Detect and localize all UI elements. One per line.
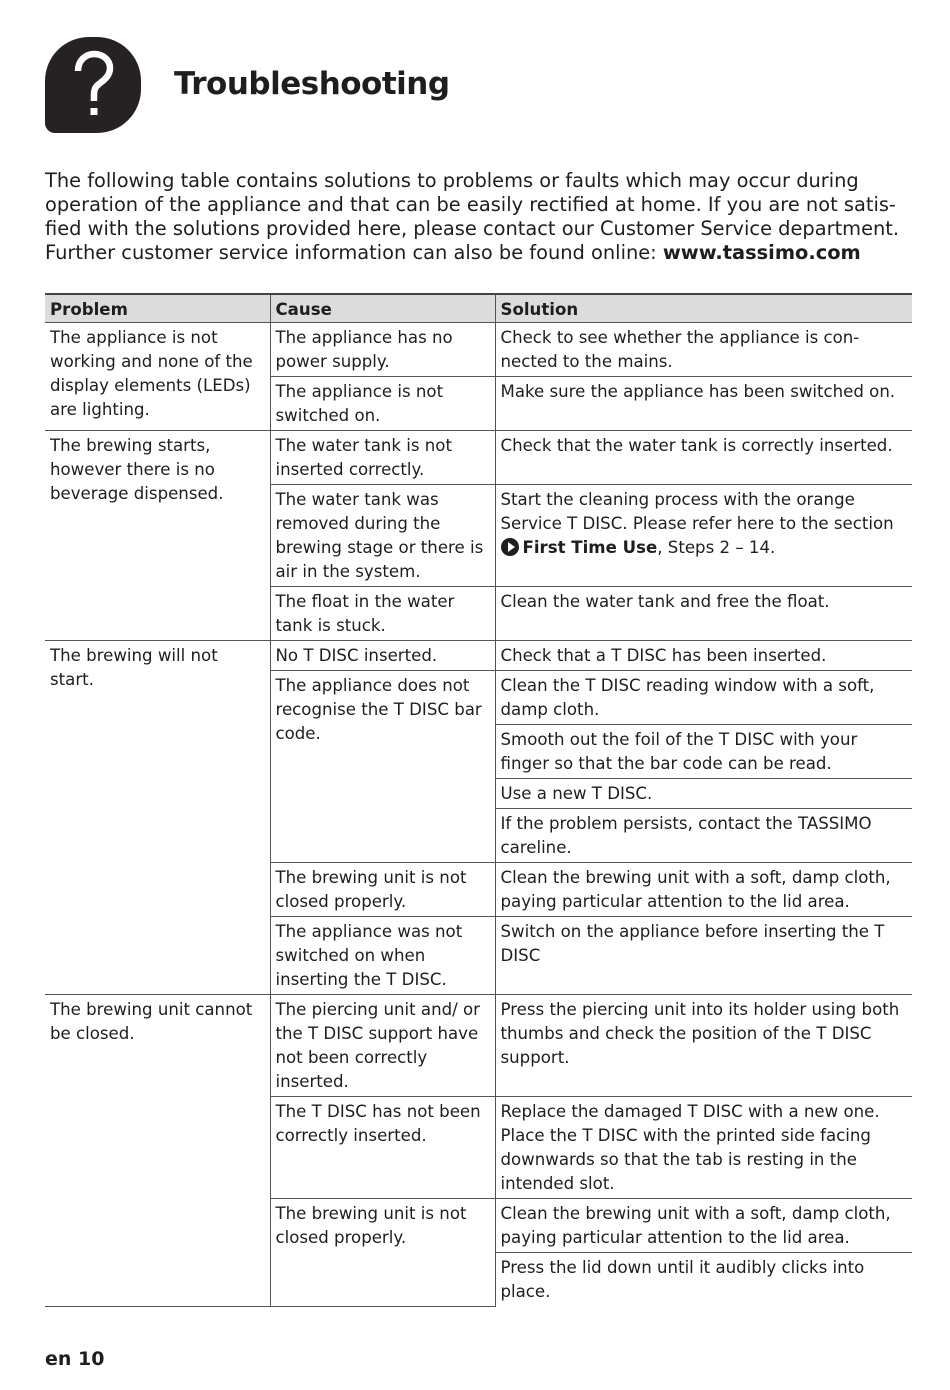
cause-cell: The water tank was removed during the brewing stage or there is air in the system. xyxy=(270,485,495,587)
website-link-text: www.tassimo.com xyxy=(662,241,861,264)
cause-cell: The appliance does not recognise the T DISC bar code. xyxy=(270,671,495,863)
solution-cell: Check that the water tank is correctly inserted. xyxy=(495,431,912,485)
table-row xyxy=(45,431,912,485)
table-header-row xyxy=(45,294,912,323)
table-row xyxy=(45,641,912,671)
intro-text: The following table contains solutions to problems or faults which may occur during operation of the appliance and that can be easily rectified at home. If you are not satis-fied with the solutions provided here, please contact our Customer Service department. Further customer service information can also be found online: xyxy=(45,169,900,264)
page-title: Troubleshooting xyxy=(174,66,450,102)
solution-cell: Use a new T DISC. xyxy=(495,779,912,809)
cause-cell: The appliance was not switched on when inserting the T DISC. xyxy=(270,917,495,995)
solution-cell: Clean the water tank and free the float. xyxy=(495,587,912,641)
solution-cell: Clean the brewing unit with a soft, damp cloth, paying particular attention to the lid area. xyxy=(495,863,912,917)
cause-cell: No T DISC inserted. xyxy=(270,641,495,671)
solution-cell: Switch on the appliance before inserting the T DISC xyxy=(495,917,912,995)
solution-cell: Press the lid down until it audibly clicks into place. xyxy=(495,1253,912,1307)
table-row xyxy=(45,323,912,377)
troubleshooting-table xyxy=(45,293,912,1307)
cause-cell: The brewing unit is not closed properly. xyxy=(270,863,495,917)
solution-cell: Make sure the appliance has been switched on. xyxy=(495,377,912,431)
section-reference-suffix: , Steps 2 – 14. xyxy=(657,538,776,557)
problem-cell: The brewing starts, however there is no beverage dispensed. xyxy=(45,431,270,641)
cause-cell: The water tank is not inserted correctly. xyxy=(270,431,495,485)
solution-cell: Clean the brewing unit with a soft, damp cloth, paying particular attention to the lid area. xyxy=(495,1199,912,1253)
solution-text: Start the cleaning process with the orange Service T DISC. Please refer here to the section xyxy=(500,490,894,533)
solution-cell xyxy=(495,485,912,587)
solution-cell: Smooth out the foil of the T DISC with your finger so that the bar code can be read. xyxy=(495,725,912,779)
solution-cell: Check to see whether the appliance is con-nected to the mains. xyxy=(495,323,912,377)
table-row xyxy=(45,995,912,1097)
cause-cell: The brewing unit is not closed properly. xyxy=(270,1199,495,1307)
cause-cell: The T DISC has not been correctly inserted. xyxy=(270,1097,495,1199)
solution-cell: Press the piercing unit into its holder using both thumbs and check the position of the T DISC support. xyxy=(495,995,912,1097)
solution-cell: Check that a T DISC has been inserted. xyxy=(495,641,912,671)
header-solution: Solution xyxy=(495,294,912,323)
problem-cell: The appliance is not working and none of the display elements (LEDs) are lighting. xyxy=(45,323,270,431)
solution-cell: Clean the T DISC reading window with a soft, damp cloth. xyxy=(495,671,912,725)
solution-cell: If the problem persists, contact the TASSIMO careline. xyxy=(495,809,912,863)
play-arrow-icon xyxy=(501,538,519,556)
cause-cell: The appliance is not switched on. xyxy=(270,377,495,431)
cause-cell: The float in the water tank is stuck. xyxy=(270,587,495,641)
page-number: en 10 xyxy=(45,1348,105,1370)
question-mark-icon xyxy=(45,37,141,133)
problem-cell: The brewing will not start. xyxy=(45,641,270,995)
cause-cell: The appliance has no power supply. xyxy=(270,323,495,377)
intro-paragraph xyxy=(45,169,915,265)
header-problem: Problem xyxy=(45,294,270,323)
section-reference-link[interactable]: First Time Use xyxy=(522,538,658,557)
header-cause: Cause xyxy=(270,294,495,323)
cause-cell: The piercing unit and/ or the T DISC support have not been correctly inserted. xyxy=(270,995,495,1097)
solution-cell: Replace the damaged T DISC with a new one. Place the T DISC with the printed side facing downwards so that the tab is resting in the intended slot. xyxy=(495,1097,912,1199)
problem-cell: The brewing unit cannot be closed. xyxy=(45,995,270,1307)
